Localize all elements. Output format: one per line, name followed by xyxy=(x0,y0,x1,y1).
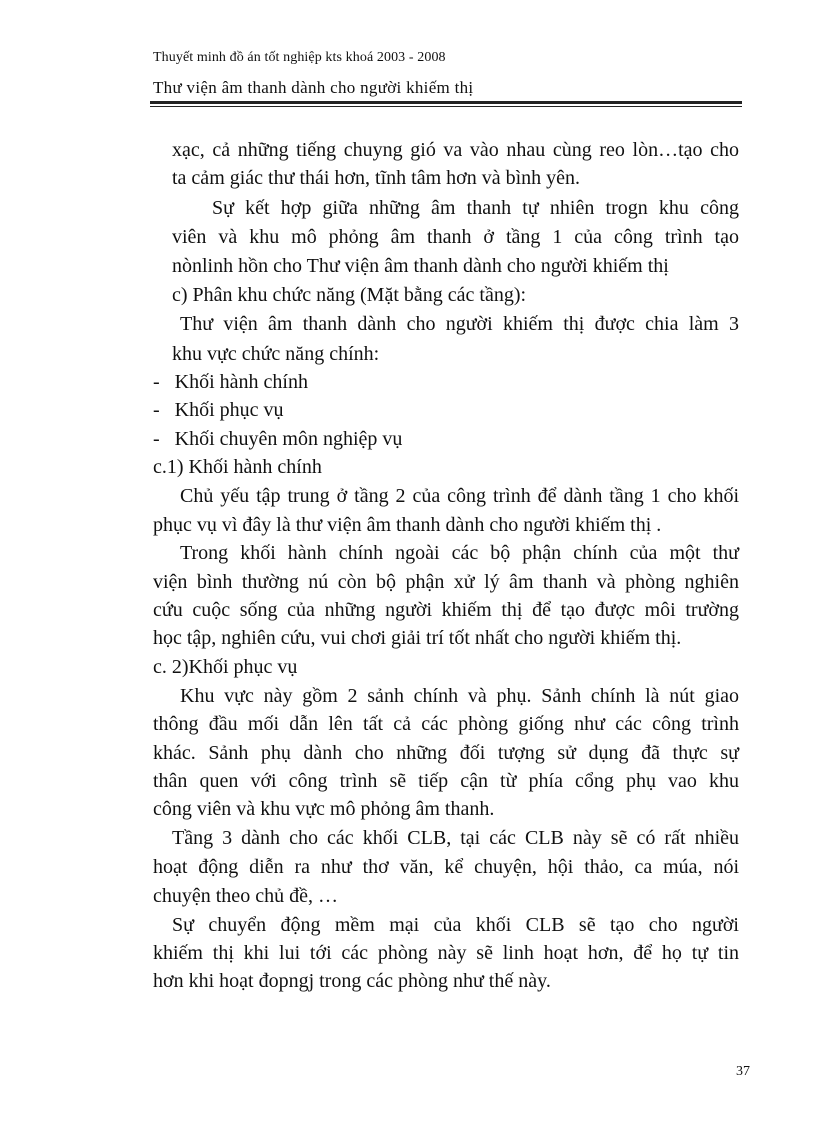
text-line: Sự kết hợp giữa những âm thanh tự nhiên trogn khu công xyxy=(212,197,739,219)
text-line: viện bình thường nú còn bộ phận xử lý âm thanh và phòng nghiên xyxy=(153,571,739,593)
text-line: Thư viện âm thanh dành cho người khiếm thị được chia làm 3 xyxy=(180,313,739,335)
header-rule-thin xyxy=(150,106,742,107)
text-line: khu vực chức năng chính: xyxy=(172,343,380,365)
text-line: chuyện theo chủ đề, … xyxy=(153,885,338,907)
text-line: Sự chuyển động mềm mại của khối CLB sẽ tạo cho người xyxy=(172,914,739,936)
text-line: công viên và khu vực mô phỏng âm thanh. xyxy=(153,798,495,820)
text-line: khiếm thị khi lui tới các phòng này sẽ linh hoạt hơn, để họ tự tin xyxy=(153,942,739,964)
section-heading: c.1) Khối hành chính xyxy=(153,456,322,478)
text-line: xạc, cả những tiếng chuyng gió va vào nhau cùng reo lòn…tạo cho xyxy=(172,139,739,161)
header-document-title: Thuyết minh đồ án tốt nghiệp kts khoá 2003 - 2008 xyxy=(153,50,446,65)
page-number: 37 xyxy=(736,1064,750,1079)
text-line: phục vụ vì đây là thư viện âm thanh dành cho người khiếm thị . xyxy=(153,514,662,536)
text-line: viên và khu mô phỏng âm thanh ở tầng 1 của công trình tạo xyxy=(172,226,739,248)
list-item: - Khối chuyên môn nghiệp vụ xyxy=(153,428,403,450)
text-line: hơn khi hoạt đopngj trong các phòng như thế này. xyxy=(153,970,551,992)
text-line: thân quen với công trình sẽ tiếp cận từ phía cổng phụ vao khu xyxy=(153,770,739,792)
section-heading: c. 2)Khối phục vụ xyxy=(153,656,298,678)
text-line: Chủ yếu tập trung ở tầng 2 của công trình để dành tầng 1 cho khối xyxy=(180,485,739,507)
text-line: Tầng 3 dành cho các khối CLB, tại các CLB này sẽ có rất nhiều xyxy=(172,827,739,849)
text-line: thông đầu mối dẫn lên tất cả các phòng giống như các công trình xyxy=(153,713,739,735)
list-item: - Khối phục vụ xyxy=(153,399,284,421)
list-item: - Khối hành chính xyxy=(153,371,308,393)
section-heading: c) Phân khu chức năng (Mặt bằng các tầng): xyxy=(172,284,527,306)
text-line: khác. Sảnh phụ dành cho những đối tượng sử dụng đã thực sự xyxy=(153,742,739,764)
text-line: nònlinh hồn cho Thư viện âm thanh dành cho người khiếm thị xyxy=(172,255,669,277)
text-line: Trong khối hành chính ngoài các bộ phận chính của một thư xyxy=(180,542,739,564)
text-line: Khu vực này gồm 2 sảnh chính và phụ. Sảnh chính là nút giao xyxy=(180,685,739,707)
text-line: hoạt động diễn ra như thơ văn, kể chuyện, hội thảo, ca múa, nói xyxy=(153,856,739,878)
header-rule-thick xyxy=(150,101,742,104)
text-line: ta cảm giác thư thái hơn, tĩnh tâm hơn và bình yên. xyxy=(172,167,581,189)
text-line: cứu cuộc sống của những người khiếm thị để tạo được môi trường xyxy=(153,599,739,621)
header-project-title: Thư viện âm thanh dành cho người khiếm thị xyxy=(153,78,474,97)
text-line: học tập, nghiên cứu, vui chơi giải trí tốt nhất cho người khiếm thị. xyxy=(153,627,682,649)
